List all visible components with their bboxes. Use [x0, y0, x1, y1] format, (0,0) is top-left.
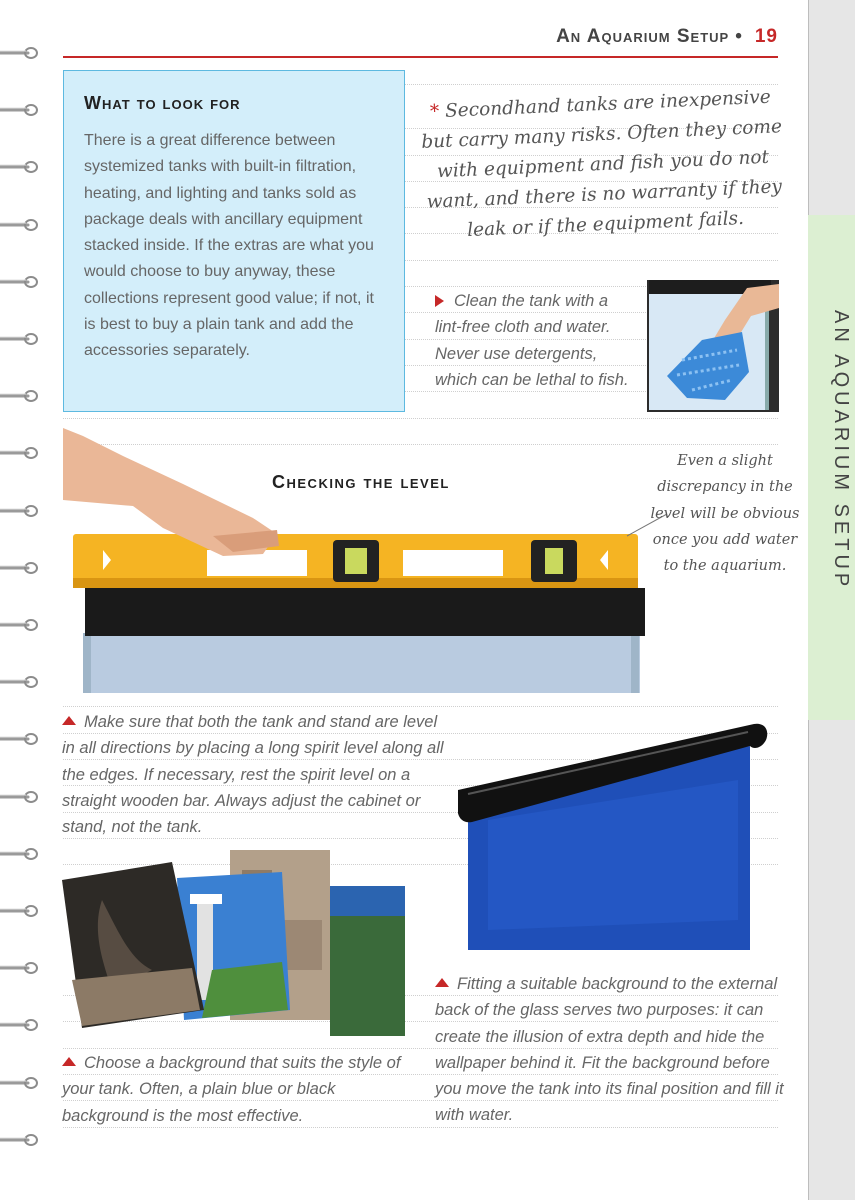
quote-text: Secondhand tanks are inexpensive but carry many risks. Often they come with equipment and fish you do not want, and there is no warranty if they leak or if the equipment fails. [420, 86, 783, 241]
cleaning-cloth-photo [647, 280, 779, 412]
level-caption [62, 709, 447, 840]
rule-line [63, 418, 778, 419]
binding-ring [0, 561, 40, 575]
backgrounds-caption [62, 1050, 402, 1129]
spirit-level-photo [63, 428, 648, 693]
binding-ring [0, 160, 40, 174]
level-caption-text: Make sure that both the tank and stand are level in all directions by placing a long spirit level along all the edges. If necessary, rest the spirit level on a straight wooden bar. Always adjust the cabinet or stand, not the tank. [62, 713, 444, 837]
running-header [63, 26, 778, 48]
binding-ring [0, 1018, 40, 1032]
clean-tank-text: Clean the tank with a lint-free cloth and water. Never use detergents, which can be lethal to fish. [435, 292, 629, 389]
binding-ring [0, 961, 40, 975]
level-side-note: Even a slight discrepancy in the level will be obvious once you add water to the aquarium. [650, 453, 800, 575]
background-samples-photo [62, 850, 407, 1042]
binding-ring [0, 332, 40, 346]
binding-ring [0, 732, 40, 746]
caption-arrow-up-icon [62, 1057, 76, 1066]
binding-ring [0, 790, 40, 804]
header-separator: • [735, 26, 743, 47]
binding-ring [0, 904, 40, 918]
checking-level-heading: Checking the level [272, 472, 450, 492]
caption-arrow-right-icon [435, 295, 444, 307]
binding-ring [0, 847, 40, 861]
fitting-caption-text: Fitting a suitable background to the external back of the glass serves two purposes: it can create the illusion of extra depth and hide the wallpaper behind it. Fit the background before you move the tank into its final position and fill it with water. [435, 975, 784, 1125]
look-for-heading: What to look for [84, 93, 241, 113]
binding-ring [0, 504, 40, 518]
header-title: An Aquarium Setup [556, 26, 730, 47]
binding-ring [0, 275, 40, 289]
binding-ring [0, 1076, 40, 1090]
caption-arrow-up-icon [62, 716, 76, 725]
binding-ring [0, 446, 40, 460]
background-roll-photo [458, 720, 770, 952]
binding-ring [0, 103, 40, 117]
binding-ring [0, 46, 40, 60]
header-rule [63, 56, 778, 58]
asterisk-marker: * [429, 101, 440, 123]
caption-arrow-up-icon [435, 978, 449, 987]
what-to-look-for-box [63, 70, 405, 412]
look-for-body: There is a great difference between systemized tanks with built-in filtration, heating, and lighting and tanks sold as package deals with ancillary equipment stacked inside. If the extras are what you would choose to buy anyway, these collections represent good value; if not, it is best to buy a plain tank and add the accessories separately. [84, 132, 374, 360]
page-number: 19 [754, 26, 778, 47]
binding-ring [0, 389, 40, 403]
rule-line [63, 706, 778, 707]
binding-ring [0, 218, 40, 232]
clean-tank-caption [435, 288, 635, 393]
binding-ring [0, 675, 40, 689]
secondhand-tanks-note [415, 82, 791, 248]
binding-ring [0, 1133, 40, 1147]
chapter-tab-label: AN AQUARIUM SETUP [830, 310, 852, 591]
backgrounds-caption-text: Choose a background that suits the style of your tank. Often, a plain blue or black background is the most effective. [62, 1054, 401, 1125]
binding-ring [0, 618, 40, 632]
fitting-background-caption [435, 971, 785, 1129]
